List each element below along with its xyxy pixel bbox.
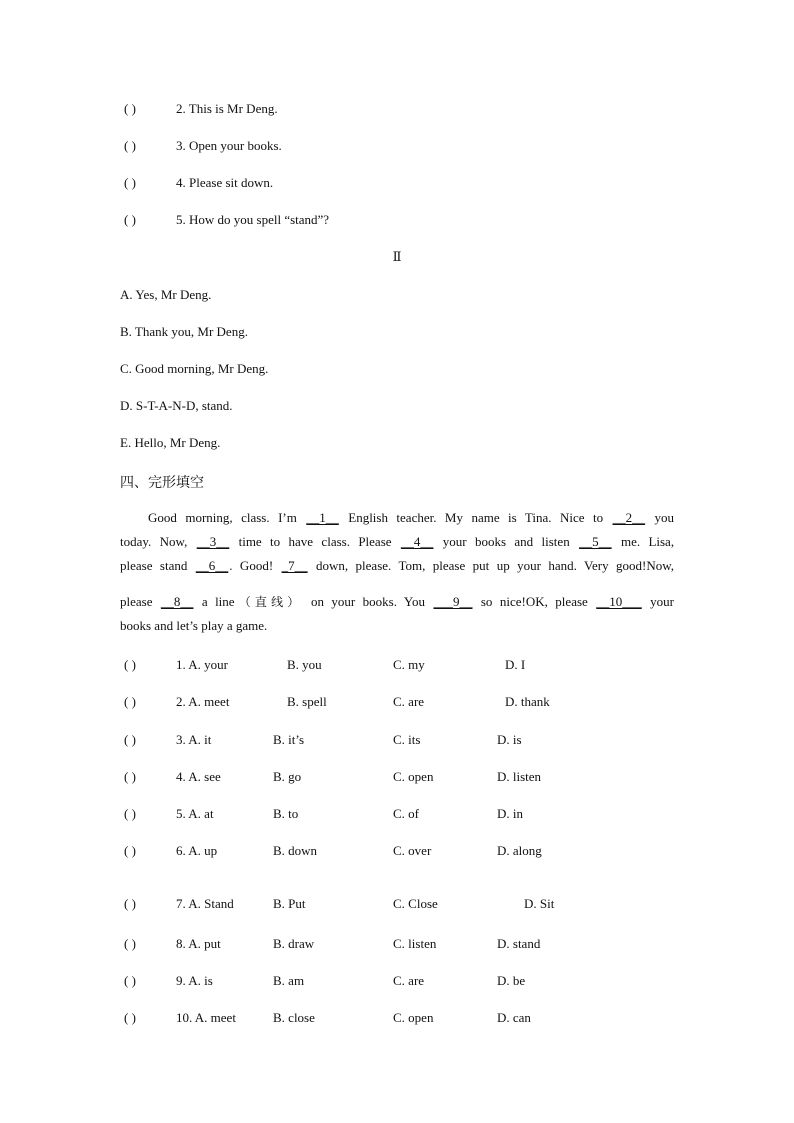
- answer-paren[interactable]: ( ): [124, 175, 136, 190]
- option-a: 4. A. see: [176, 769, 221, 784]
- cloze-passage: [120, 506, 674, 638]
- passage-text: please stand: [120, 558, 188, 573]
- option-c: C. my: [393, 657, 425, 672]
- passage-text: time to have class. Please: [238, 534, 392, 549]
- option-a: 3. A. it: [176, 732, 212, 747]
- passage-row: [120, 506, 674, 530]
- option-b: B. Put: [273, 896, 306, 911]
- passage-text: on your books. You: [310, 594, 425, 609]
- blank-6[interactable]: __6__: [195, 558, 229, 573]
- answer-option-a: A. Yes, Mr Deng.: [120, 287, 212, 302]
- answer-paren[interactable]: ( ): [124, 806, 136, 821]
- option-a: 1. A. your: [176, 657, 228, 672]
- option-d: D. thank: [505, 694, 550, 709]
- passage-text: books and let’s play a game.: [120, 618, 268, 633]
- answer-paren[interactable]: ( ): [124, 1010, 136, 1025]
- option-b: B. it’s: [273, 732, 305, 747]
- option-c: C. its: [393, 732, 421, 747]
- option-b: B. you: [287, 657, 322, 672]
- blank-5[interactable]: __5__: [579, 534, 612, 549]
- option-a: 10. A. meet: [176, 1010, 236, 1025]
- option-d: D. be: [497, 973, 526, 988]
- option-b: B. draw: [273, 936, 315, 951]
- answer-paren[interactable]: ( ): [124, 769, 136, 784]
- option-d: D. is: [497, 732, 522, 747]
- option-b: B. go: [273, 769, 302, 784]
- blank-4[interactable]: __4__: [400, 534, 434, 549]
- option-c: C. open: [393, 1010, 434, 1025]
- answer-paren[interactable]: ( ): [124, 694, 136, 709]
- option-a: 5. A. at: [176, 806, 214, 821]
- option-a: 8. A. put: [176, 936, 221, 951]
- passage-row: [120, 530, 674, 554]
- passage-text: . Good!: [229, 558, 274, 573]
- answer-paren[interactable]: ( ): [124, 101, 136, 116]
- option-a: 6. A. up: [176, 843, 218, 858]
- passage-text: today. Now,: [120, 534, 188, 549]
- passage-text: you: [654, 510, 675, 525]
- option-c: C. listen: [393, 936, 437, 951]
- option-d: D. listen: [497, 769, 542, 784]
- section-title: 四、完形填空: [120, 475, 204, 491]
- answer-option-c: C. Good morning, Mr Deng.: [120, 361, 269, 376]
- option-c: C. Close: [393, 896, 438, 911]
- option-c: C. open: [393, 769, 434, 784]
- option-b: B. am: [273, 973, 305, 988]
- answer-option-b: B. Thank you, Mr Deng.: [120, 324, 248, 339]
- option-b: B. to: [273, 806, 299, 821]
- option-a: 2. A. meet: [176, 694, 230, 709]
- blank-7[interactable]: _7__: [281, 558, 308, 573]
- blank-3[interactable]: __3__: [196, 534, 230, 549]
- passage-text: me. Lisa,: [620, 534, 675, 549]
- passage-row: [120, 554, 674, 578]
- passage-text: Good morning, class. I’m: [148, 510, 297, 525]
- answer-paren[interactable]: ( ): [124, 843, 136, 858]
- option-d: D. stand: [497, 936, 541, 951]
- passage-text: English teacher. My name is Tina. Nice to: [348, 510, 604, 525]
- answer-paren[interactable]: ( ): [124, 212, 136, 227]
- answer-paren[interactable]: ( ): [124, 732, 136, 747]
- answer-paren[interactable]: ( ): [124, 936, 136, 951]
- answer-paren[interactable]: ( ): [124, 138, 136, 153]
- question-text: 5. How do you spell “stand”?: [176, 212, 330, 227]
- blank-10[interactable]: __10___: [596, 594, 642, 609]
- passage-row: [120, 614, 674, 638]
- answer-paren[interactable]: ( ): [124, 896, 136, 911]
- option-b: B. spell: [287, 694, 327, 709]
- option-b: B. down: [273, 843, 318, 858]
- passage-text: down, please. Tom, please put up your hand. Very good!Now,: [316, 558, 675, 573]
- option-d: D. Sit: [524, 896, 555, 911]
- option-c: C. of: [393, 806, 419, 821]
- question-text: 2. This is Mr Deng.: [176, 101, 278, 116]
- passage-text: so nice!OK, please: [480, 594, 588, 609]
- blank-8[interactable]: __8__: [160, 594, 194, 609]
- blank-9[interactable]: ___9__: [433, 594, 473, 609]
- option-d: D. in: [497, 806, 523, 821]
- passage-text: your books and listen: [442, 534, 570, 549]
- answer-option-e: E. Hello, Mr Deng.: [120, 435, 221, 450]
- option-d: D. along: [497, 843, 542, 858]
- option-b: B. close: [273, 1010, 315, 1025]
- option-d: D. can: [497, 1010, 531, 1025]
- answer-paren[interactable]: ( ): [124, 657, 136, 672]
- option-d: D. I: [505, 657, 526, 672]
- roman-numeral-heading: Ⅱ: [392, 249, 402, 264]
- answer-option-d: D. S-T-A-N-D, stand.: [120, 398, 233, 413]
- passage-text: a line: [201, 594, 235, 609]
- blank-1[interactable]: __1__: [306, 510, 339, 525]
- passage-row: [120, 590, 674, 614]
- question-text: 4. Please sit down.: [176, 175, 274, 190]
- option-c: C. are: [393, 973, 425, 988]
- option-c: C. are: [393, 694, 425, 709]
- question-text: 3. Open your books.: [176, 138, 282, 153]
- passage-text: please: [120, 594, 153, 609]
- passage-text-cjk: （直线）: [234, 595, 304, 609]
- option-a: 7. A. Stand: [176, 896, 234, 911]
- blank-2[interactable]: __2__: [612, 510, 646, 525]
- passage-text: your: [650, 594, 675, 609]
- option-c: C. over: [393, 843, 432, 858]
- option-a: 9. A. is: [176, 973, 213, 988]
- answer-paren[interactable]: ( ): [124, 973, 136, 988]
